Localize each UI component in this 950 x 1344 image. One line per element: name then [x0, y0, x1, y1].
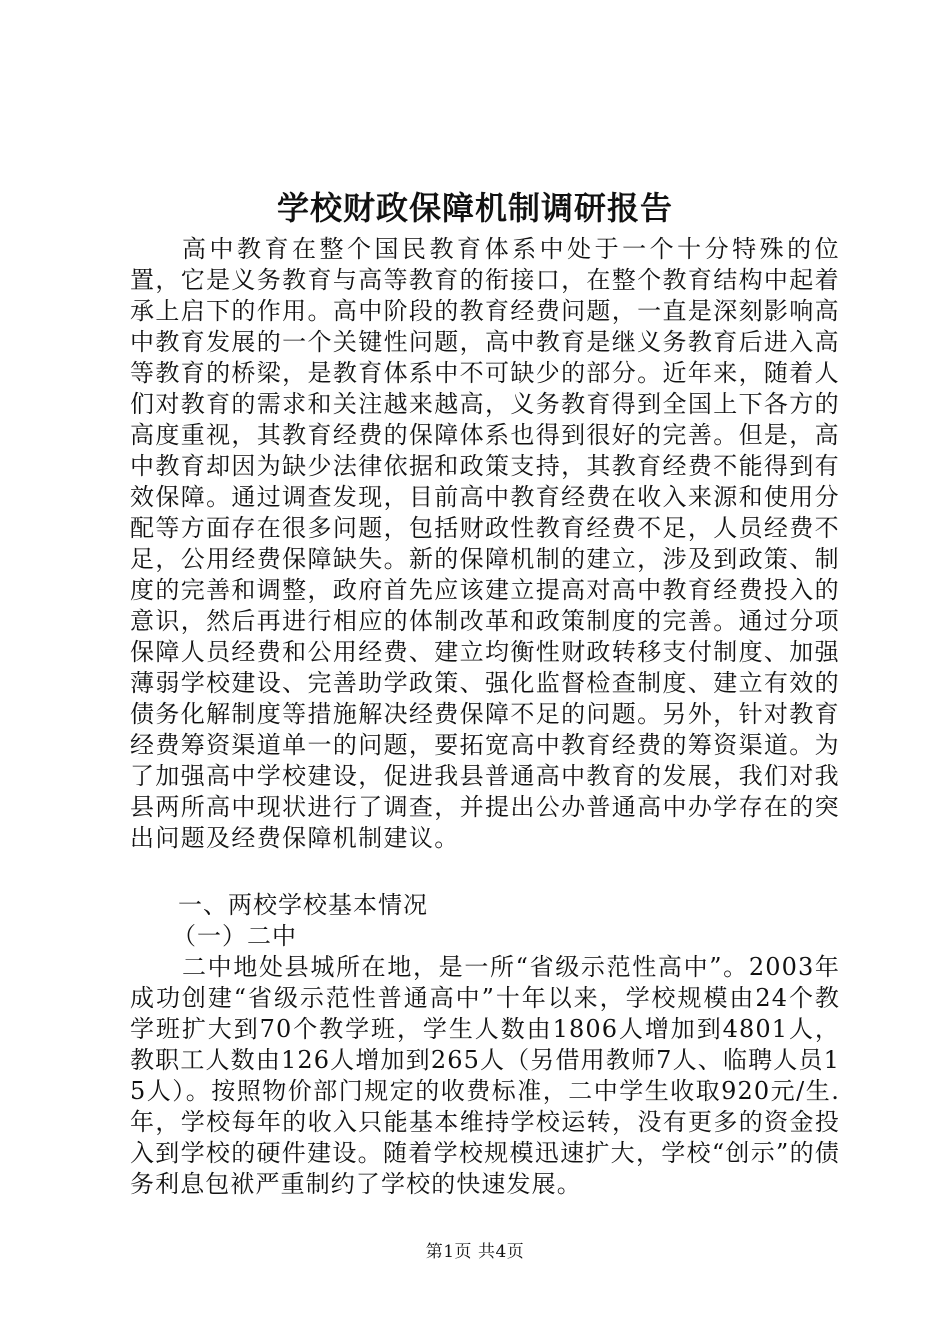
intro-paragraph: 高中教育在整个国民教育体系中处于一个十分特殊的位置，它是义务教育与高等教育的衔接口，在整个教育结构中起着承上启下的作用。高中阶段的教育经费问题，一直是深刻影响高中教育发展的一个关键性问题，高中教育是继义务教育后进入高等教育的桥梁，是教育体系中不可缺少的部分。近年来，随着人们对教育的需求和关注越来越高，义务教育得到全国上下各方的高度重视，其教育经费的保障体系也得到很好的完善。但是，高中教育却因为缺少法律依据和政策支持，其教育经费不能得到有效保障。通过调查发现，目前高中教育经费在收入来源和使用分配等方面存在很多问题，包括财政性教育经费不足，人员经费不足，公用经费保障缺失。新的保障机制的建立，涉及到政策、制度的完善和调整，政府首先应该建立提高对高中教育经费投入的意识，然后再进行相应的体制改革和政策制度的完善。通过分项保障人员经费和公用经费、建立均衡性财政转移支付制度、加强薄弱学校建设、完善助学政策、强化监督检查制度、建立有效的债务化解制度等措施解决经费保障不足的问题。另外，针对教育经费筹资渠道单一的问题，要拓宽高中教育经费的筹资渠道。为了加强高中学校建设，促进我县普通高中教育的发展，我们对我县两所高中现状进行了调查，并提出公办普通高中办学存在的突出问题及经费保障机制建议。 — [130, 235, 840, 852]
document-title: 学校财政保障机制调研报告 — [276, 189, 673, 227]
subsection-heading: （一）二中 — [172, 922, 297, 950]
document-body — [130, 234, 840, 1200]
subsection-paragraph: 二中地处县城所在地，是一所“省级示范性高中”。2003年成功创建“省级示范性普通高中”十年以来，学校规模由24个教学班扩大到70个教学班，学生人数由1806人增加到4801人，教职工人数由126人增加到265人（另借用教师7人、临聘人员15人）。按照物价部门规定的收费标准，二中学生收取920元/生.年，学校每年的收入只能基本维持学校运转，没有更多的资金投入到学校的硬件建设。随着学校规模迅速扩大，学校“创示”的债务利息包袱严重制约了学校的快速发展。 — [130, 953, 840, 1198]
page-number-footer: 第1页 共4页 — [425, 1242, 525, 1262]
section-heading: 一、两校学校基本情况 — [178, 891, 428, 919]
